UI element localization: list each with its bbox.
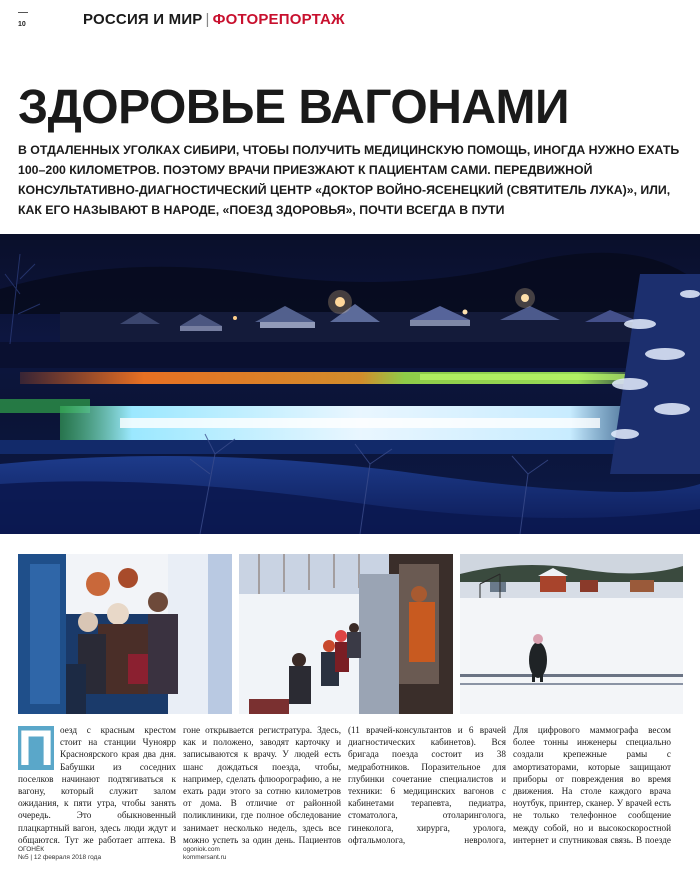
body-column-3: (11 врачей-консультантов и 6 врачей диагностических кабинетов). Вся бригада поезда состоит из 38 медработников. Поразительное для глубинки сочетание специалистов и техники: 6 медицинских вагонов с кабинетами терапевта, педиатра, стоматолога, отоларинголога, гинеколога, хирурга, уролога, офтальмолога, невролога, xyxy=(348,725,506,845)
section-label: РОССИЯ И МИР xyxy=(83,11,203,28)
footer-magazine-name: ОГОНЁК xyxy=(18,846,45,853)
rubric-separator: | xyxy=(205,11,210,28)
photo-patients-boarding xyxy=(18,554,232,714)
top-rule xyxy=(18,12,28,13)
photo-village-snow-walker xyxy=(460,554,683,714)
footer-magazine-info xyxy=(18,846,101,862)
section-rubric xyxy=(83,11,345,28)
footer-site-1: ogoniok.com xyxy=(183,846,220,853)
body-column-4: Для цифрового маммографа весом более тонны инженеры специально создали крепежные рамы с амортизаторами, которые защищают приборы от повреждения во время движения. На столе каждого врача ноутбук, принтер, сканер. У врачей есть не только телефонное сообщение между собой, но и высокоскоростной интернет и спутниковая связь. В поезде xyxy=(513,725,671,845)
dropcap-letter: П xyxy=(18,724,54,776)
article-title: ЗДОРОВЬЕ ВАГОНАМИ xyxy=(18,81,569,134)
body-column-2: гоне открывается регистратура. Здесь, как и положено, заводят карточку и записываются к врачу. У людей есть шанс дождаться поезда, чтобы, например, сделать флюорографию, а не ехать ради этого за сотню километров от дома. В отличие от районной поликлиники, где полное обследование занимает несколько недель, здесь все можно успеть за один день. Пациентов xyxy=(183,725,341,845)
photo-queue-at-train xyxy=(239,554,453,714)
footer-site-2: kommersant.ru xyxy=(183,854,227,861)
body-column-1 xyxy=(18,724,176,846)
footer-websites xyxy=(183,846,226,862)
subsection-label: ФОТОРЕПОРТАЖ xyxy=(212,11,345,28)
hero-photo-night-train xyxy=(0,234,700,534)
page-number: 10 xyxy=(18,21,26,28)
article-lead: В ОТДАЛЕННЫХ УГОЛКАХ СИБИРИ, ЧТОБЫ ПОЛУЧИТЬ МЕДИЦИНСКУЮ ПОМОЩЬ, ИНОГДА НУЖНО ЕХАТЬ 100–200 КИЛОМЕТРОВ. ПОЭТОМУ ВРАЧИ ПРИЕЗЖАЮТ К ПАЦИЕНТАМ САМИ. ПЕРЕДВИЖНОЙ КОНСУЛЬТАТИВНО-ДИАГНОСТИЧЕСКИЙ ЦЕНТР «ДОКТОР ВОЙНО-ЯСЕНЕЦКИЙ (СВЯТИТЕЛЬ ЛУКА)», ИЛИ, КАК ЕГО НАЗЫВАЮТ В НАРОДЕ, «ПОЕЗД ЗДОРОВЬЯ», ПОЧТИ ВСЕГДА В ПУТИ xyxy=(18,143,680,217)
body-column-1-text: оезд с красным крестом стоит на станции Чуноярр Красноярского края два дня. Бабушки из соседних поселков начинают подтягиваться к вагону, который служит залом ожидания, к пяти утра, чтобы занять очередь. Это обыкновенный плацкартный вагон, здесь люди ждут и общаются. Тут же работает аптека. В xyxy=(18,725,176,845)
footer-issue: №5 | 12 февраля 2018 года xyxy=(18,854,102,861)
